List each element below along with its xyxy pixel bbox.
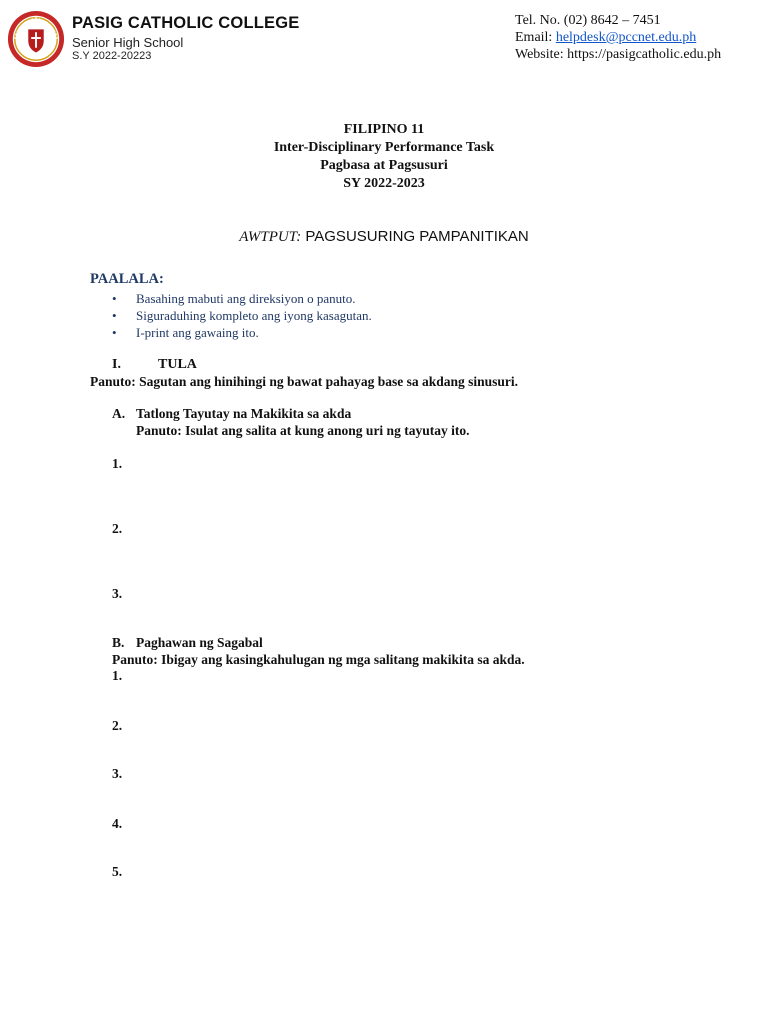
reminders-heading: PAALALA: — [90, 271, 164, 287]
school-seal-logo — [7, 10, 65, 68]
output-label: AWTPUT: — [239, 229, 302, 245]
answer-item: 1. — [112, 456, 123, 471]
answer-item: 4. — [112, 816, 123, 831]
part-a — [112, 405, 469, 439]
school-division: Senior High School — [72, 35, 184, 50]
school-year-label: S.Y 2022-20223 — [72, 50, 152, 62]
part-b-instructions: Panuto: Ibigay ang kasingkahulugan ng mga salitang makikita sa akda. — [112, 652, 525, 667]
section-instructions: Panuto: Sagutan ang hinihingi ng bawat pahayag base sa akdang sinusuri. — [90, 374, 519, 389]
answer-item: 1. — [112, 668, 123, 683]
title-line-subject: FILIPINO 11 — [343, 122, 425, 137]
part-b-title: Paghawan ng Sagabal — [136, 635, 263, 650]
part-a-instructions: Panuto: Isulat ang salita at kung anong uri ng tayutay ito. — [136, 423, 470, 438]
answer-item: 2. — [112, 521, 123, 536]
document-title — [0, 121, 768, 193]
title-line-topic: Pagbasa at Pagsusuri — [320, 158, 448, 173]
contact-block — [515, 12, 721, 63]
email-line — [515, 29, 721, 46]
part-a-title: Tatlong Tayutay na Makikita sa akda — [136, 406, 352, 421]
title-line-task: Inter-Disciplinary Performance Task — [273, 140, 495, 155]
title-line-school-year: SY 2022-2023 — [343, 176, 425, 191]
answer-item: 3. — [112, 586, 123, 601]
email-label: Email: — [515, 30, 556, 45]
reminder-item: • I-print ang gawaing ito. — [112, 324, 372, 341]
part-b-letter: B. — [112, 635, 125, 650]
telephone-line: Tel. No. (02) 8642 – 7451 — [515, 13, 661, 28]
part-b — [112, 634, 263, 651]
section-number: I. — [112, 357, 121, 372]
output-heading — [0, 228, 768, 246]
answer-item: 5. — [112, 864, 123, 879]
reminders-list — [112, 290, 372, 341]
school-name: PASIG CATHOLIC COLLEGE — [72, 14, 300, 32]
section-title: TULA — [158, 357, 197, 372]
reminder-item: • Siguraduhing kompleto ang iyong kasagutan. — [112, 307, 372, 324]
reminder-item: • Basahing mabuti ang direksiyon o panuto. — [112, 290, 372, 307]
email-link[interactable]: helpdesk@pccnet.edu.ph — [555, 30, 697, 45]
output-text: PAGSUSURING PAMPANITIKAN — [301, 228, 529, 245]
answer-item: 2. — [112, 718, 123, 733]
part-a-letter: A. — [112, 406, 126, 421]
website-line: Website: https://pasigcatholic.edu.ph — [515, 47, 722, 62]
section-heading — [112, 357, 197, 373]
answer-item: 3. — [112, 766, 123, 781]
